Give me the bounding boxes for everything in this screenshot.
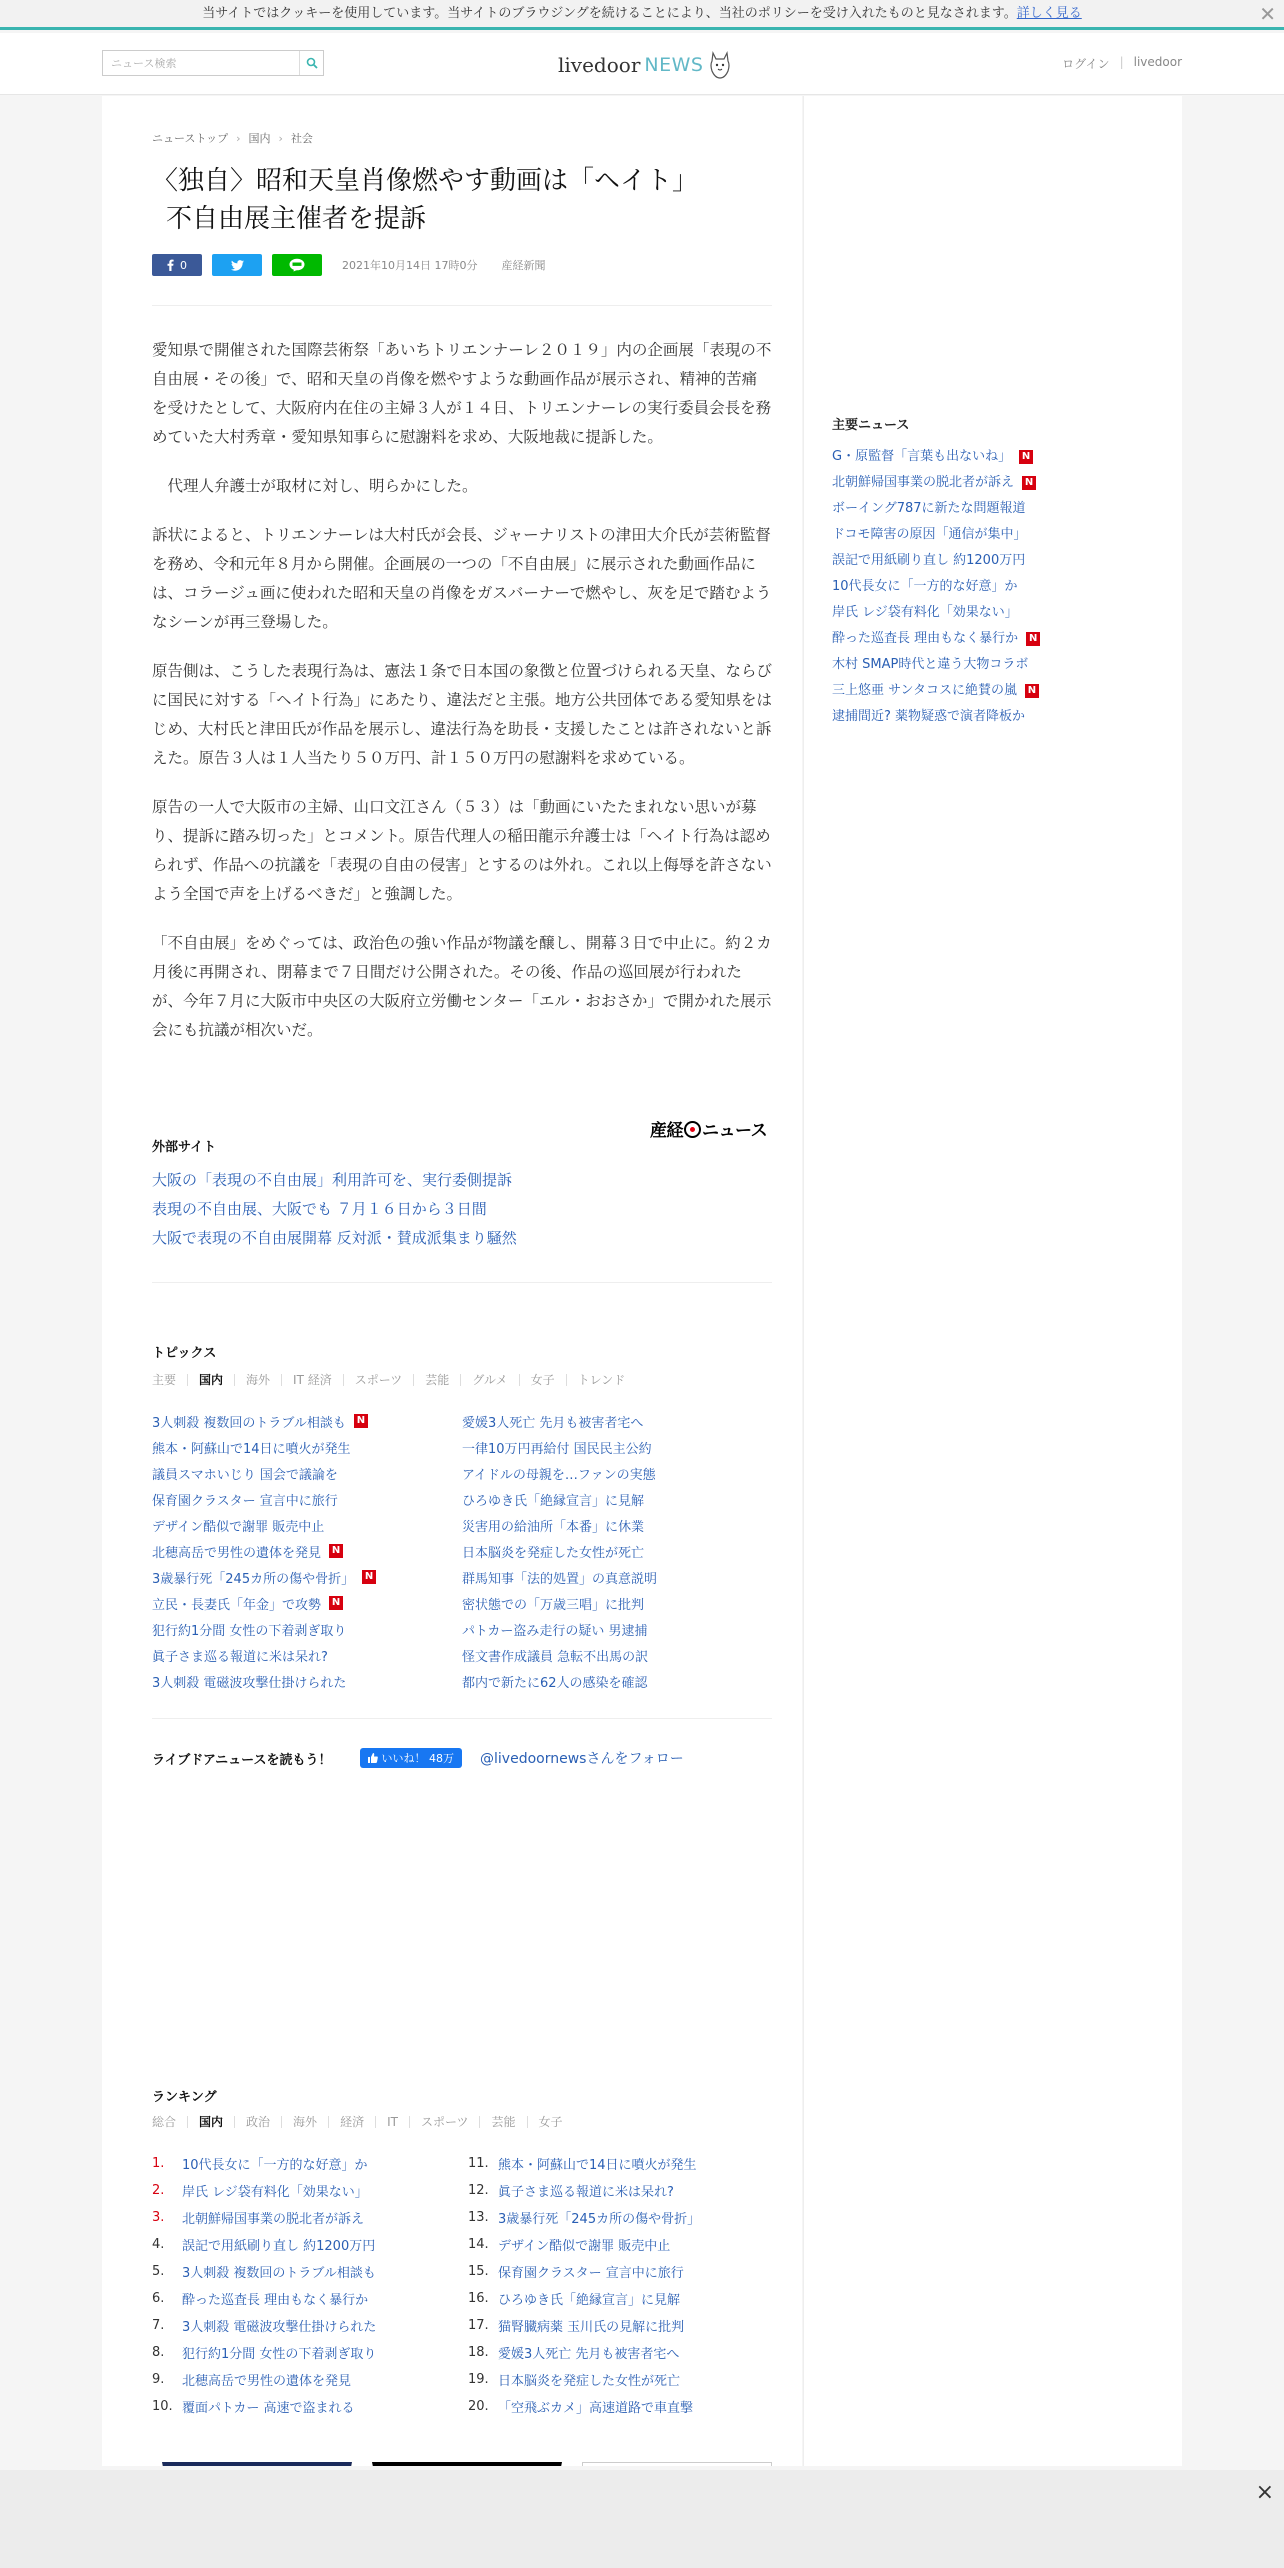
ranking-number: 5. <box>152 2264 165 2279</box>
topic-text: 3人刺殺 電磁波攻撃仕掛けられた <box>152 1675 347 1691</box>
topic-link[interactable] <box>152 1642 462 1668</box>
ranking-link[interactable]: 3人刺殺 電磁波攻撃仕掛けられた <box>182 2320 377 2335</box>
ranking-link[interactable]: 北穂高岳で男性の遺体を発見 <box>182 2374 352 2389</box>
ranking-item[interactable] <box>468 2366 772 2393</box>
topic-text: 眞子さま巡る報道に米は呆れ? <box>152 1649 328 1665</box>
topics-tab[interactable]: グルメ <box>460 1374 518 1386</box>
topic-link[interactable] <box>152 1460 462 1486</box>
ranking-number: 4. <box>152 2237 165 2252</box>
share-row <box>152 254 772 276</box>
ranking-number: 11. <box>468 2156 489 2171</box>
topics-tab[interactable]: IT 経済 <box>281 1374 343 1386</box>
ranking-link[interactable]: 熊本・阿蘇山で14日に噴火が発生 <box>498 2158 697 2173</box>
divider <box>152 1282 772 1283</box>
facebook-like-button[interactable] <box>360 1748 463 1768</box>
topic-text: デザイン酷似で謝罪 販売中止 <box>152 1519 325 1535</box>
sidebar <box>803 96 1182 2466</box>
divider <box>152 1718 772 1719</box>
search-input[interactable] <box>103 51 298 75</box>
topic-link[interactable] <box>152 1486 462 1512</box>
ranking-number: 2. <box>152 2183 165 2198</box>
article-paragraph: 代理人弁護士が取材に対し、明らかにした。 <box>152 477 478 495</box>
ranking-item[interactable] <box>152 2339 468 2366</box>
ranking-link[interactable]: 愛媛3人死亡 先月も被害者宅へ <box>498 2347 680 2362</box>
cookie-close-icon[interactable]: ✕ <box>1259 2 1276 26</box>
site-header <box>0 33 1284 95</box>
ranking-item[interactable] <box>152 2285 468 2312</box>
facebook-icon <box>167 259 174 271</box>
new-badge: N <box>354 1414 368 1428</box>
follow-row <box>152 1748 772 1768</box>
main-news-text: 逮捕間近? 薬物疑惑で演者降板か <box>832 709 1026 724</box>
ranking-link[interactable]: 北朝鮮帰国事業の脱北者が訴え <box>182 2212 365 2227</box>
topic-link[interactable] <box>462 1486 772 1512</box>
cookie-more-link[interactable]: 詳しく見る <box>1016 6 1082 21</box>
topic-link[interactable] <box>462 1616 772 1642</box>
main-news-text: 岸氏 レジ袋有料化「効果ない」 <box>832 605 1018 620</box>
topic-text: ひろゆき氏「絶縁宣言」に見解 <box>462 1493 645 1509</box>
ranking-number: 3. <box>152 2210 165 2225</box>
ranking-tab[interactable]: 経済 <box>328 2116 375 2128</box>
cookie-banner <box>0 0 1284 30</box>
topics-tab[interactable]: 芸能 <box>413 1374 460 1386</box>
ranking-number: 13. <box>468 2210 489 2225</box>
topic-text: 立民・長妻氏「年金」で攻勢 <box>152 1597 322 1613</box>
topics-title: トピックス <box>152 1346 217 1361</box>
ranking-tab[interactable]: スポーツ <box>409 2116 480 2128</box>
topic-text: 一律10万円再給付 国民民主公約 <box>462 1441 652 1457</box>
topics-tab[interactable]: スポーツ <box>343 1374 414 1386</box>
ranking-item[interactable] <box>152 2177 468 2204</box>
ranking-tab[interactable]: 国内 <box>187 2116 234 2128</box>
new-badge: N <box>1019 450 1033 464</box>
ranking-link[interactable]: 酔った巡査長 理由もなく暴行か <box>182 2293 369 2308</box>
topic-link[interactable] <box>152 1590 462 1616</box>
thumbs-up-icon <box>368 1753 378 1763</box>
ranking-item[interactable] <box>468 2312 772 2339</box>
ranking-tab[interactable]: 芸能 <box>479 2116 526 2128</box>
main-news-link[interactable] <box>832 548 1040 574</box>
logo-brand: livedoor <box>558 53 641 77</box>
ranking-link[interactable]: 3人刺殺 複数回のトラブル相談も <box>182 2266 376 2281</box>
bottom-banner-row <box>162 2462 772 2466</box>
article-date: 2021年10月14日 17時0分 <box>342 259 478 272</box>
banner-box[interactable] <box>582 2462 772 2466</box>
external-link[interactable]: 大阪で表現の不自由展開幕 反対派・賛成派集まり騒然 <box>152 1229 517 1247</box>
topic-link[interactable] <box>152 1564 462 1590</box>
new-badge: N <box>329 1544 343 1558</box>
ranking-item[interactable] <box>152 2393 468 2420</box>
breadcrumb <box>152 130 772 146</box>
topic-link[interactable] <box>152 1512 462 1538</box>
main-news-text: 10代長女に「一方的な好意」か <box>832 579 1018 594</box>
external-link[interactable]: 表現の不自由展、大阪でも ７月１６日から３日間 <box>152 1200 487 1218</box>
header-links <box>1062 55 1182 72</box>
topic-link[interactable] <box>462 1512 772 1538</box>
external-sites-title: 外部サイト <box>152 1140 217 1155</box>
ranking-item[interactable] <box>152 2231 468 2258</box>
topic-link[interactable] <box>462 1642 772 1668</box>
article-paragraph: 原告側は、こうした表現行為は、憲法１条で日本国の象徴と位置づけられる天皇、ならびに国民に対する「ヘイト行為」にあたり、違法だと主張。地方公共団体である愛知県をはじめ、大村氏と津田氏が作品を展示し、違法行為を助長・支援したことは許されないと訴えた。原告３人は１人当たり５０万円、計１５０万円の慰謝料を求めている。 <box>152 662 773 767</box>
article-source[interactable]: 産経新聞 <box>501 259 546 272</box>
ranking-tab[interactable]: 女子 <box>527 2116 574 2128</box>
main-news-text: 誤記で用紙刷り直し 約1200万円 <box>832 553 1026 568</box>
ranking-number: 9. <box>152 2372 165 2387</box>
site-logo[interactable] <box>558 49 733 81</box>
ranking-item[interactable] <box>152 2366 468 2393</box>
topics-tab[interactable]: トレンド <box>566 1374 637 1386</box>
ranking-link[interactable]: 犯行約1分間 女性の下着剥ぎ取り <box>182 2347 377 2362</box>
main-news-link[interactable] <box>832 496 1040 522</box>
sankei-logo-part1: 産経 <box>650 1121 683 1141</box>
topic-text: 怪文書作成議員 急転不出馬の訳 <box>462 1649 649 1665</box>
main-news-text: 北朝鮮帰国事業の脱北者が訴え <box>832 475 1015 490</box>
login-link[interactable]: ログイン <box>1062 57 1110 71</box>
main-column <box>102 96 802 2466</box>
topics-tab[interactable]: 女子 <box>519 1374 566 1386</box>
ranking-number: 14. <box>468 2237 489 2252</box>
ranking-link[interactable]: 「空飛ぶカメ」高速道路で車直撃 <box>498 2401 694 2416</box>
main-news-text: 三上悠亜 サンタコスに絶賛の嵐 <box>832 683 1017 698</box>
mascot-icon <box>707 49 733 81</box>
main-news-text: G・原監督「言葉も出ないね」 <box>832 449 1012 464</box>
facebook-like-label: いいね！ 48万 <box>381 1752 455 1765</box>
livedoor-link[interactable]: livedoor <box>1133 55 1182 69</box>
search-button[interactable] <box>299 51 323 75</box>
ranking-tab[interactable]: 総合 <box>152 2115 177 2129</box>
ranking-number: 15. <box>468 2264 489 2279</box>
breadcrumb-item-top[interactable]: ニューストップ <box>152 132 229 145</box>
new-badge: N <box>362 1570 376 1584</box>
new-badge: N <box>329 1596 343 1610</box>
ranking-item[interactable] <box>468 2258 772 2285</box>
main-news-link[interactable] <box>832 574 1040 600</box>
topic-text: 3人刺殺 複数回のトラブル相談も <box>152 1415 346 1431</box>
ranking-link[interactable]: デザイン酷似で謝罪 販売中止 <box>498 2239 671 2254</box>
article-title-line1: 〈独自〉昭和天皇肖像燃やす動画は「ヘイト」 <box>152 166 699 196</box>
ranking-link[interactable]: 保育園クラスター 宣言中に旅行 <box>498 2266 684 2281</box>
breadcrumb-item-society[interactable]: 社会 <box>290 132 313 145</box>
topic-link[interactable] <box>152 1668 462 1694</box>
ranking-link[interactable]: 3歳暴行死「245カ所の傷や骨折」 <box>498 2212 701 2227</box>
topic-link[interactable] <box>462 1590 772 1616</box>
main-news-text: 酔った巡査長 理由もなく暴行か <box>832 631 1019 646</box>
sankei-logo-part2: ニュース <box>702 1121 768 1141</box>
article-paragraph: 「不自由展」をめぐっては、政治色の強い作品が物議を醸し、開幕３日で中止に。約２カ月後に再開され、閉幕まで７日間だけ公開された。その後、作品の巡回展が行われたが、今年７月に大阪市中央区の大阪府立労働センター「エル・おおさか」で開かれた展示会にも抗議が相次いだ。 <box>152 934 772 1039</box>
article-paragraph: 原告の一人で大阪市の主婦、山口文江さん（５３）は「動画にいたたまれない思いが募り、提訴に踏み切った」とコメント。原告代理人の稲田龍示弁護士は「ヘイト行為は認められず、作品への抗議を「表現の自由の侵害」とするのは外れ。これ以上侮辱を許さないよう全国で声を上げるべきだ」と強調した。 <box>152 798 772 903</box>
topics-tab[interactable]: 主要 <box>152 1373 177 1387</box>
topic-text: パトカー盗み走行の疑い 男逮捕 <box>462 1623 648 1639</box>
main-news-link[interactable] <box>832 678 1040 704</box>
topics-tabs <box>152 1374 772 1386</box>
main-news-link[interactable] <box>832 522 1040 548</box>
main-news-title: 主要ニュース <box>832 418 910 433</box>
topic-text: 群馬知事「法的処置」の真意説明 <box>462 1571 658 1587</box>
ranking-tab[interactable]: 政治 <box>234 2116 281 2128</box>
ranking-tabs <box>152 2116 772 2128</box>
breadcrumb-item-domestic[interactable]: 国内 <box>248 132 271 145</box>
ranking-number: 8. <box>152 2345 165 2360</box>
topic-text: 保育園クラスター 宣言中に旅行 <box>152 1493 338 1509</box>
ranking-number: 12. <box>468 2183 489 2198</box>
topics-tab[interactable]: 国内 <box>187 1374 234 1386</box>
topics-tab[interactable]: 海外 <box>234 1374 281 1386</box>
banner-box[interactable] <box>372 2462 562 2466</box>
topic-link[interactable] <box>462 1460 772 1486</box>
follow-title: ライブドアニュースを読もう！ <box>152 1752 332 1768</box>
ranking-item[interactable] <box>468 2231 772 2258</box>
topic-text: アイドルの母親を…ファンの実態 <box>462 1467 656 1483</box>
ranking-item[interactable] <box>468 2204 772 2231</box>
ranking-number: 7. <box>152 2318 165 2333</box>
topic-link[interactable] <box>462 1408 772 1434</box>
main-news-text: 木村 SMAP時代と違う大物コラボ <box>832 657 1029 672</box>
article-paragraph: 愛知県で開催された国際芸術祭「あいちトリエンナーレ２０１９」内の企画展「表現の不自由展・その後」で、昭和天皇の肖像を燃やすような動画作品が展示され、精神的苦痛を受けたとして、大阪府内在住の主婦３人が１４日、トリエンナーレの実行委員会長を務めていた大村秀章・愛知県知事らに慰謝料を求め、大阪地裁に提訴した。 <box>152 341 772 446</box>
article-paragraph: 訴状によると、トリエンナーレは大村氏が会長、ジャーナリストの津田大介氏が芸術監督を務め、令和元年８月から開催。企画展の一つの「不自由展」に展示された動画作品には、コラージュ画に使われた昭和天皇の肖像をガスバーナーで燃やし、灰を足で踏むようなシーンが再三登場した。 <box>152 526 772 631</box>
ranking-link[interactable]: 眞子さま巡る報道に米は呆れ? <box>498 2185 674 2200</box>
main-news-text: ドコモ障害の原因「通信が集中」 <box>832 527 1027 542</box>
close-icon[interactable]: × <box>1255 2480 1274 2505</box>
ranking-item[interactable] <box>152 2258 468 2285</box>
ranking-link[interactable]: 日本脳炎を発症した女性が死亡 <box>498 2374 681 2389</box>
header-separator: | <box>1119 55 1124 69</box>
ranking-number: 19. <box>468 2372 489 2387</box>
facebook-share-count: 0 <box>180 258 187 272</box>
ranking-item[interactable] <box>152 2150 468 2177</box>
twitter-icon <box>231 260 244 271</box>
ranking-item[interactable] <box>468 2393 772 2420</box>
ranking-link[interactable]: ひろゆき氏「絶縁宣言」に見解 <box>498 2293 681 2308</box>
topic-text: 北穂高岳で男性の遺体を発見 <box>152 1545 322 1561</box>
divider <box>152 305 772 306</box>
main-news-text: ボーイング787に新たな問題報道 <box>832 501 1026 516</box>
external-links <box>152 1166 772 1253</box>
twitter-share-button[interactable] <box>212 254 262 276</box>
topic-text: 愛媛3人死亡 先月も被害者宅へ <box>462 1415 644 1431</box>
new-badge: N <box>1022 476 1036 490</box>
topic-text: 犯行約1分間 女性の下着剥ぎ取り <box>152 1623 347 1639</box>
topic-link[interactable] <box>462 1538 772 1564</box>
ranking-link[interactable]: 10代長女に「一方的な好意」か <box>182 2158 368 2173</box>
ranking-number: 1. <box>152 2156 165 2171</box>
ranking-item[interactable] <box>152 2312 468 2339</box>
ranking-number: 17. <box>468 2318 489 2333</box>
ranking-item[interactable] <box>468 2285 772 2312</box>
chevron-right-icon: › <box>278 131 283 145</box>
main-news-link[interactable] <box>832 704 1040 730</box>
topic-link[interactable] <box>462 1668 772 1694</box>
logo-news: NEWS <box>644 54 704 76</box>
search-icon <box>306 57 318 69</box>
topic-text: 都内で新たに62人の感染を確認 <box>462 1675 648 1691</box>
ranking-title: ランキング <box>152 2090 217 2105</box>
main-news-link[interactable] <box>832 652 1040 678</box>
ranking-link[interactable]: 覆面パトカー 高速で盗まれる <box>182 2401 355 2416</box>
ranking-item[interactable] <box>152 2204 468 2231</box>
main-news-link[interactable] <box>832 470 1040 496</box>
search-box <box>102 50 324 76</box>
chevron-right-icon: › <box>236 131 241 145</box>
topic-link[interactable] <box>152 1616 462 1642</box>
topic-text: 密状態での「万歳三唱」に批判 <box>462 1597 645 1613</box>
line-share-button[interactable] <box>272 254 322 276</box>
banner-box[interactable] <box>162 2462 352 2466</box>
topics-list <box>152 1408 772 1694</box>
ranking-number: 6. <box>152 2291 165 2306</box>
main-news-list <box>832 444 1040 730</box>
article-title-line2: 不自由展主催者を提訴 <box>166 204 427 234</box>
ranking-link[interactable]: 誤記で用紙刷り直し 約1200万円 <box>182 2239 376 2254</box>
line-icon <box>289 258 305 272</box>
ranking-item[interactable] <box>468 2150 772 2177</box>
topic-link[interactable] <box>152 1408 462 1434</box>
ranking-list <box>152 2150 772 2420</box>
facebook-share-button[interactable] <box>152 254 202 276</box>
cookie-message: 当サイトではクッキーを使用しています。当サイトのブラウジングを続けることにより、当社のポリシーを受け入れたものと見なされます。 <box>202 6 1017 21</box>
article-body <box>152 336 772 1065</box>
main-news-link[interactable] <box>832 600 1040 626</box>
topic-link[interactable] <box>462 1434 772 1460</box>
ranking-item[interactable] <box>468 2339 772 2366</box>
ranking-number: 18. <box>468 2345 489 2360</box>
ranking-link[interactable]: 猫腎臓病薬 玉川氏の見解に批判 <box>498 2320 685 2335</box>
ranking-item[interactable] <box>468 2177 772 2204</box>
article-title <box>152 162 792 238</box>
bottom-ad-bar <box>0 2470 1284 2568</box>
ranking-tab[interactable]: IT <box>375 2116 409 2128</box>
external-link[interactable]: 大阪の「表現の不自由展」利用許可を、実行委側提訴 <box>152 1171 513 1189</box>
new-badge: N <box>1025 684 1039 698</box>
main-news-link[interactable] <box>832 626 1040 652</box>
topic-text: 災害用の給油所「本番」に休業 <box>462 1519 645 1535</box>
topic-text: 熊本・阿蘇山で14日に噴火が発生 <box>152 1441 351 1457</box>
topic-text: 日本脳炎を発症した女性が死亡 <box>462 1545 645 1561</box>
main-news-link[interactable] <box>832 444 1040 470</box>
ranking-tab[interactable]: 海外 <box>281 2116 328 2128</box>
topic-text: 3歳暴行死「245カ所の傷や骨折」 <box>152 1571 355 1587</box>
topic-link[interactable] <box>152 1538 462 1564</box>
ranking-number: 20. <box>468 2399 489 2414</box>
topic-text: 議員スマホいじり 国会で議論を <box>152 1467 338 1483</box>
topic-link[interactable] <box>152 1434 462 1460</box>
new-badge: N <box>1026 632 1040 646</box>
topic-link[interactable] <box>462 1564 772 1590</box>
ranking-link[interactable]: 岸氏 レジ袋有料化「効果ない」 <box>182 2185 368 2200</box>
ranking-number: 10. <box>152 2399 173 2414</box>
ranking-number: 16. <box>468 2291 489 2306</box>
twitter-follow-link[interactable]: @livedoornewsさんをフォロー <box>480 1751 684 1767</box>
